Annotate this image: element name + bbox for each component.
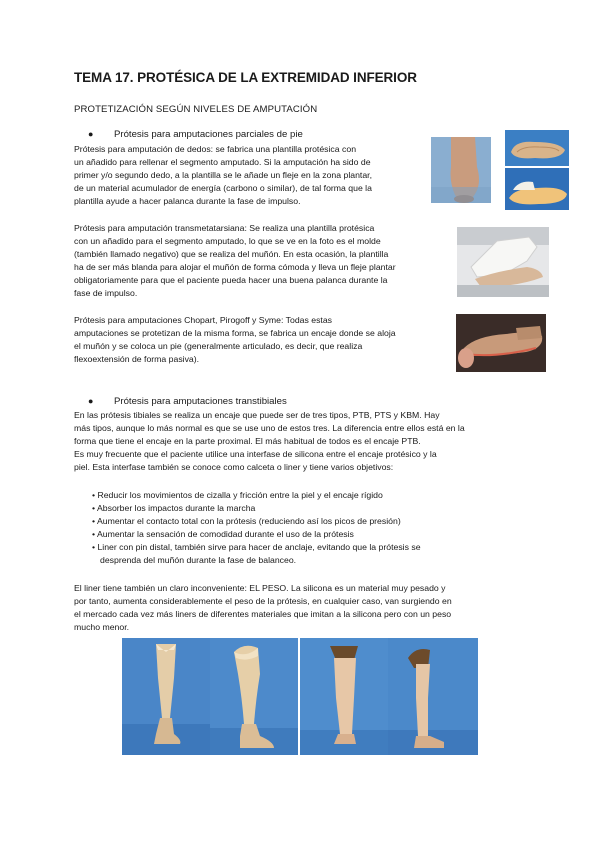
section-subtitle: PROTETIZACIÓN SEGÚN NIVELES DE AMPUTACIÓN [74, 104, 318, 115]
heading-text: Prótesis para amputaciones transtibiales [114, 396, 287, 407]
photo-toe-amputation-foot [431, 137, 491, 203]
text-line: más tipos, aunque lo más normal es que se use uno de estos tres. La diferencia entre ellos está en la [74, 423, 465, 434]
text-line: de un material acumulador de energía (carbono o similar), de tal forma que la [74, 183, 372, 194]
bullet-dot-icon: ● [88, 396, 94, 406]
heading-text: Prótesis para amputaciones parciales de pie [114, 129, 303, 140]
bullet-heading-transtibial [88, 396, 287, 407]
text-line: mucho menor. [74, 622, 130, 633]
list-item: • Aumentar el contacto total con la prótesis (reduciendo así los picos de presión) [92, 516, 401, 526]
text-line: forma que tiene el encaje en la parte proximal. El más habitual de todos es el encaje PTB. [74, 436, 421, 447]
photo-transtibial-prosthesis-1 [122, 638, 210, 755]
list-item-continuation: desprenda del muñón durante la fase de balanceo. [100, 555, 297, 565]
paragraph-transmetatarsal [74, 222, 396, 301]
text-line: En las prótesis tibiales se realiza un encaje que puede ser de tres tipos, PTB, PTS y KBM. Hay [74, 410, 440, 420]
photo-chopart-prosthesis [456, 314, 546, 372]
paragraph-liner-weight [74, 582, 452, 634]
list-item: • Reducir los movimientos de cizalla y fricción entre la piel y el encaje rígido [92, 490, 383, 500]
text-line: flexoextensión de forma pasiva). [74, 354, 200, 365]
text-line: por tanto, aumenta considerablemente el peso de la prótesis, en cualquier caso, van surgiendo en [74, 596, 452, 607]
text-line: primer y/o segundo dedo, a la plantilla se le añade un fleje en la zona plantar, [74, 170, 372, 181]
text-line: el muñón y se coloca un pie (generalmente articulado, es decir, que realiza [74, 341, 363, 352]
text-line: amputaciones se protetizan de la misma forma, se fabrica un encaje donde se aloja [74, 328, 396, 339]
text-line: (también llamado negativo) que se realiza del muñón. En esta ocasión, la plantilla [74, 249, 389, 260]
liner-objectives-list [92, 489, 421, 567]
photo-insole-top [505, 130, 569, 166]
list-item: • Aumentar la sensación de comodidad durante el uso de la prótesis [92, 529, 354, 539]
photo-transmetatarsal-mold [457, 227, 549, 297]
paragraph-toe-amputation [74, 143, 372, 208]
text-line: piel. Esta interfase también se conoce como calceta o liner y tiene varios objetivos: [74, 462, 394, 473]
text-line: obligatoriamente para que el paciente pueda hacer una buena palanca durante la [74, 275, 388, 286]
photo-transtibial-prosthesis-2 [210, 638, 298, 755]
paragraph-chopart-pirogoff-syme [74, 314, 396, 366]
paragraph-transtibial-intro [74, 409, 465, 474]
bullet-dot-icon: ● [88, 129, 94, 139]
text-line: Es muy frecuente que el paciente utilice una interfase de silicona entre el encaje protésico y la [74, 449, 437, 460]
text-line: fase de impulso. [74, 288, 138, 299]
page-title: TEMA 17. PROTÉSICA DE LA EXTREMIDAD INFERIOR [74, 70, 417, 85]
photo-transtibial-prosthesis-4 [388, 638, 478, 755]
text-line: plantilla ayude a hacer palanca durante la fase de impulso. [74, 196, 301, 207]
text-line: con un añadido para el segmento amputado, lo que se ve en la foto es el molde [74, 236, 381, 247]
text-line: Prótesis para amputación transmetatarsiana: Se realiza una plantilla protésica [74, 223, 375, 233]
text-line: Prótesis para amputaciones Chopart, Pirogoff y Syme: Todas estas [74, 315, 333, 325]
text-line: un añadido para rellenar el segmento amputado. Si la amputación ha sido de [74, 157, 371, 168]
text-line: Prótesis para amputación de dedos: se fabrica una plantilla protésica con [74, 144, 357, 154]
text-line: ha de ser más blanda para alojar el muñón de forma cómoda y lleva un fleje plantar [74, 262, 396, 273]
bullet-heading-partial-foot [88, 129, 303, 140]
photo-insole-with-filler [505, 168, 569, 210]
photo-transtibial-prosthesis-3 [300, 638, 390, 755]
text-line: el mercado cada vez más liners de diferentes materiales que imitan a la silicona pero con un peso [74, 609, 452, 620]
text-line: El liner tiene también un claro inconveniente: EL PESO. La silicona es un material muy pesado y [74, 583, 446, 593]
list-item: • Liner con pin distal, también sirve para hacer de anclaje, evitando que la prótesis se [92, 542, 421, 552]
list-item: • Absorber los impactos durante la marcha [92, 503, 256, 513]
